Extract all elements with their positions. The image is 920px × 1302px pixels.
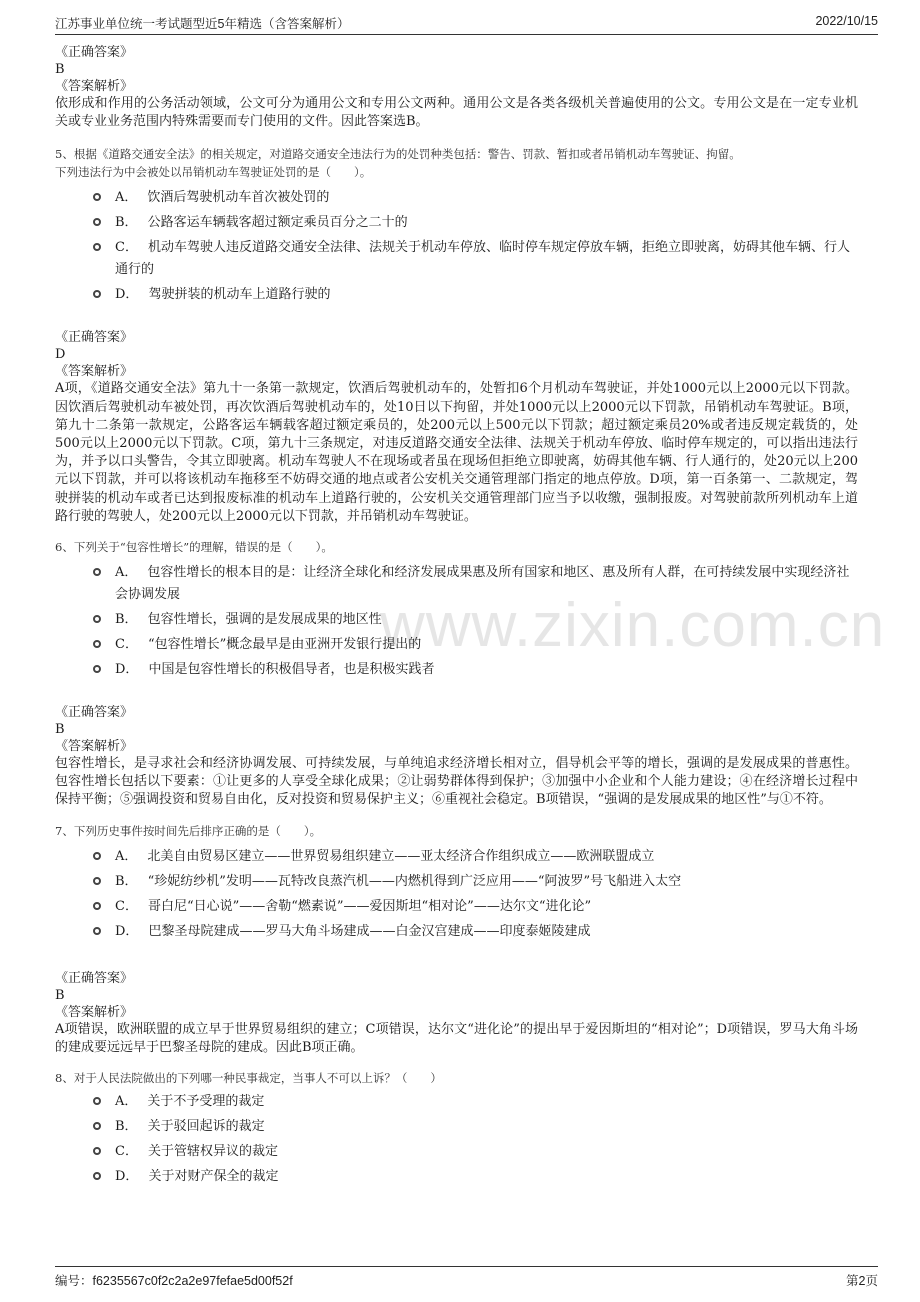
radio-icon[interactable] [93, 1122, 101, 1130]
analysis-label: 《答案解析》 [55, 1004, 134, 1020]
radio-icon[interactable] [93, 665, 101, 673]
analysis-label: 《答案解析》 [55, 79, 134, 94]
radio-icon[interactable] [93, 852, 101, 860]
analysis-label: 《答案解析》 [55, 364, 134, 380]
radio-icon[interactable] [93, 877, 101, 885]
correct-answer-value: B [55, 987, 65, 1003]
question-stem: 5、根据《道路交通安全法》的相关规定，对道路交通安全违法行为的处罚种类包括：警告、罚款、暂扣或者吊销机动车驾驶证、拘留。 [55, 147, 741, 162]
radio-icon[interactable] [93, 1097, 101, 1105]
option-c[interactable]: C． 机动车驾驶人违反道路交通安全法律、法规关于机动车停放、临时停车规定停放车辆，拒绝立即驶离，妨碍其他车辆、行人通行的 [93, 235, 858, 282]
option-c[interactable]: C． 哥白尼“日心说”——舍勒“燃素说”——爱因斯坦“相对论”——达尔文“进化论” [93, 894, 858, 919]
document-date: 2022/10/15 [815, 14, 878, 28]
correct-answer-label: 《正确答案》 [55, 970, 134, 986]
option-b[interactable]: B． 关于驳回起诉的裁定 [93, 1114, 858, 1139]
option-b[interactable]: B． “珍妮纺纱机”发明——瓦特改良蒸汽机——内燃机得到广泛应用——“阿波罗”号飞船进入太空 [93, 869, 858, 894]
option-d[interactable]: D． 驾驶拼装的机动车上道路行驶的 [93, 282, 858, 307]
option-b[interactable]: B． 包容性增长，强调的是发展成果的地区性 [93, 607, 858, 632]
question-stem: 6、下列关于“包容性增长”的理解，错误的是（ ）。 [55, 540, 333, 555]
radio-icon[interactable] [93, 640, 101, 648]
option-a[interactable]: A． 关于不予受理的裁定 [93, 1089, 858, 1114]
option-b[interactable]: B． 公路客运车辆载客超过额定乘员百分之二十的 [93, 210, 858, 235]
question-stem: 7、下列历史事件按时间先后排序正确的是（ ）。 [55, 823, 322, 838]
page-header [55, 10, 878, 35]
analysis-label: 《答案解析》 [55, 739, 134, 755]
radio-icon[interactable] [93, 927, 101, 935]
radio-icon[interactable] [93, 243, 101, 251]
page-content [55, 44, 858, 1189]
watermark: www.zixin.com.cn [380, 591, 886, 660]
radio-icon[interactable] [93, 568, 101, 576]
option-d[interactable]: D． 巴黎圣母院建成——罗马大角斗场建成——白金汉宫建成——印度泰姬陵建成 [93, 919, 858, 944]
analysis-text: A项错误，欧洲联盟的成立早于世界贸易组织的建立；C项错误，达尔文“进化论”的提出早于爱因斯坦的“相对论”；D项错误，罗马大角斗场的建成要远远早于巴黎圣母院的建成。因此B项正确。 [55, 1021, 858, 1055]
correct-answer-value: D [55, 347, 66, 363]
correct-answer-value: B [55, 722, 65, 738]
option-a[interactable]: A． 饮酒后驾驶机动车首次被处罚的 [93, 185, 858, 210]
correct-answer-value: B [55, 62, 65, 77]
correct-answer-label: 《正确答案》 [55, 705, 134, 721]
page-footer [55, 1266, 878, 1289]
page-number: 第2页 [846, 1274, 878, 1288]
option-c[interactable]: C． 关于管辖权异议的裁定 [93, 1139, 858, 1164]
document-title: 江苏事业单位统一考试题型近5年精选（含答案解析） [55, 17, 350, 31]
correct-answer-label: 《正确答案》 [55, 330, 134, 346]
radio-icon[interactable] [93, 1172, 101, 1180]
radio-icon[interactable] [93, 1147, 101, 1155]
document-code: 编号：f6235567c0f2c2a2e97fefae5d00f52f [55, 1274, 293, 1288]
radio-icon[interactable] [93, 615, 101, 623]
option-c[interactable]: C． “包容性增长”概念最早是由亚洲开发银行提出的 [93, 632, 858, 657]
analysis-text: 依形成和作用的公务活动领域，公文可分为通用公文和专用公文两种。通用公文是各类各级机关普遍使用的公文。专用公文是在一定专业机关或专业业务范围内特殊需要而专门使用的文件。因此答案选B。 [55, 96, 858, 130]
radio-icon[interactable] [93, 290, 101, 298]
option-d[interactable]: D． 中国是包容性增长的积极倡导者，也是积极实践者 [93, 657, 858, 682]
correct-answer-label: 《正确答案》 [55, 45, 134, 60]
analysis-text: 包容性增长，是寻求社会和经济协调发展、可持续发展，与单纯追求经济增长相对立，倡导机会平等的增长，强调的是发展成果的普惠性。包容性增长包括以下要素：①让更多的人享受全球化成果；②让弱势群体得到保护；③加强中小企业和个人能力建设；④在经济增长过程中保持平衡；⑤强调投资和贸易自由化，反对投资和贸易保护主义；⑥重视社会稳定。B项错误，“强调的是发展成果的地区性”与①不符。 [55, 756, 858, 808]
question-stem-cont: 下列违法行为中会被处以吊销机动车驾驶证处罚的是（ ）。 [55, 165, 372, 180]
radio-icon[interactable] [93, 193, 101, 201]
option-a[interactable]: A． 包容性增长的根本目的是：让经济全球化和经济发展成果惠及所有国家和地区、惠及所有人群，在可持续发展中实现经济社会协调发展 [93, 560, 858, 607]
analysis-text: A项，《道路交通安全法》第九十一条第一款规定，饮酒后驾驶机动车的，处暂扣6个月机动车驾驶证，并处1000元以上2000元以下罚款。因饮酒后驾驶机动车被处罚，再次饮酒后驾驶机动车的，处10日以下拘留，并处1000元以上2000元以下罚款，吊销机动车驾驶证。B项，第九十二条第一款规定，公路客运车辆载客超过额定乘员的，处200元以上500元以下罚款；超过额定乘员20%或者违反规定载货的，处500元以上2000元以下罚款。C项，第九十三条规定，对违反道路交通安全法律、法规关于机动车停放、临时停车规定的，可以指出违法行为，并予以口头警告，令其立即驶离。机动车驾驶人不在现场或者虽在现场但拒绝立即驶离，妨碍其他车辆、行人通行的，处20元以上200元以下罚款，并可以将该机动车拖移至不妨碍交通的地点或者公安机关交通管理部门指定的地点停放。D项，第一百条第一、二款规定，驾驶拼装的机动车或者已达到报废标准的机动车上道路行驶的，公安机关交通管理部门应当予以收缴，强制报废。对驾驶前款所列机动车上道路行驶的驾驶人，处200元以上2000元以下罚款，并吊销机动车驾驶证。 [55, 381, 858, 524]
option-a[interactable]: A． 北美自由贸易区建立——世界贸易组织建立——亚太经济合作组织成立——欧洲联盟成立 [93, 844, 858, 869]
option-d[interactable]: D． 关于对财产保全的裁定 [93, 1164, 858, 1189]
radio-icon[interactable] [93, 902, 101, 910]
radio-icon[interactable] [93, 218, 101, 226]
question-stem: 8、对于人民法院做出的下列哪一种民事裁定，当事人不可以上诉？（ ） [55, 1071, 442, 1086]
